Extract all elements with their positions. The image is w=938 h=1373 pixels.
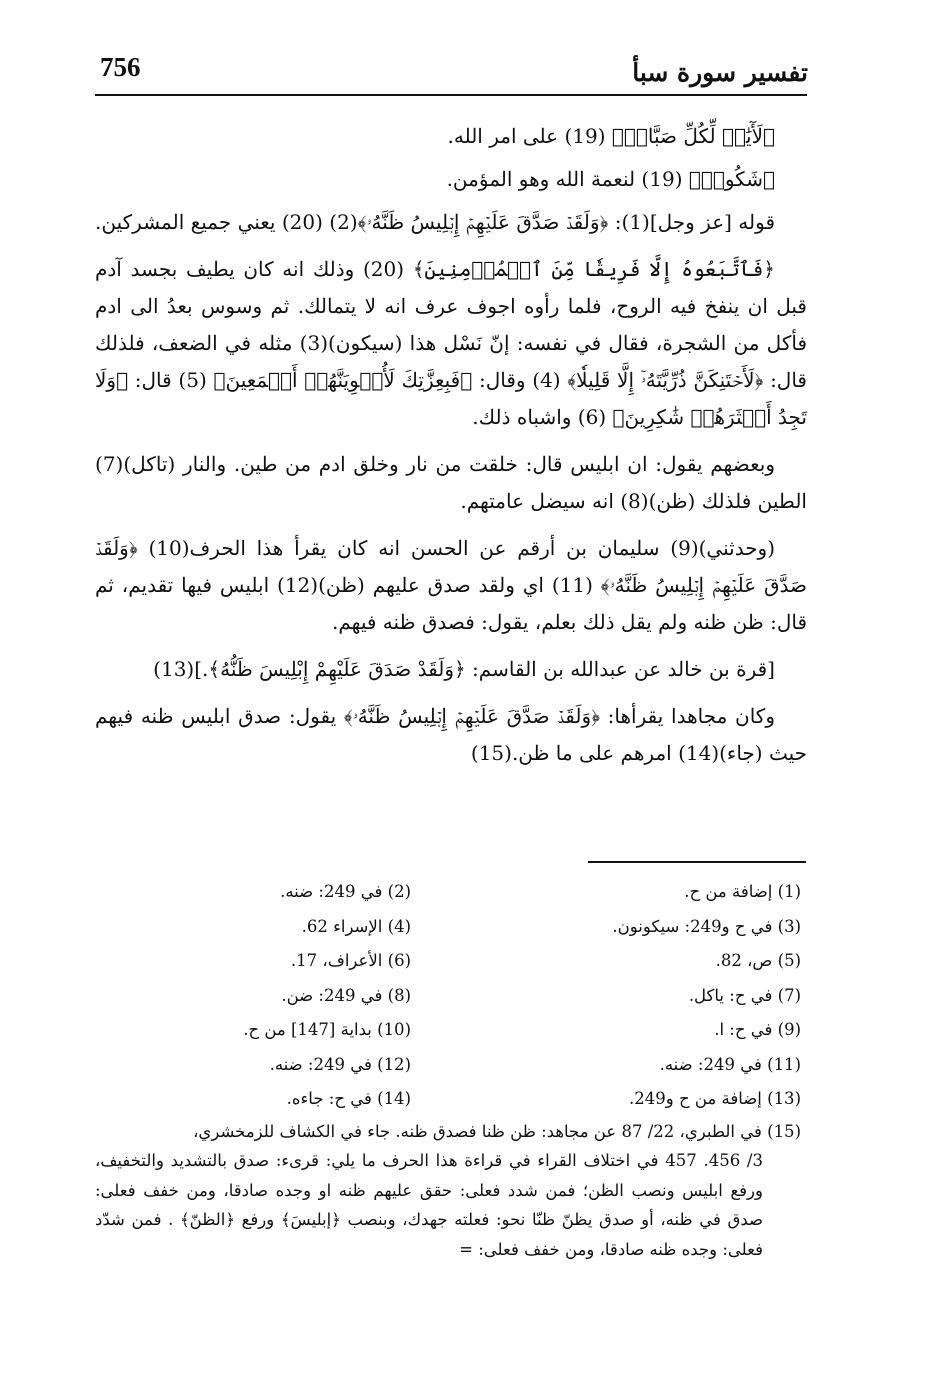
footnote-10: (10) بداية [147] من ح.: [243, 1020, 411, 1039]
footnote-6: (6) الأعراف، 17.: [290, 951, 411, 970]
main-text: [95, 118, 807, 782]
footnotes: [95, 875, 807, 1264]
footnote-4: (4) الإسراء 62.: [301, 916, 411, 936]
footnote-14: (14) في ح: جاءه.: [286, 1089, 411, 1108]
footnote-13: (13) إضافة من ح و249.: [629, 1089, 801, 1108]
footnote-3: (3) في ح و249: سيكونون.: [612, 916, 801, 936]
running-title: تفسير سورة سبأ: [632, 58, 808, 87]
paragraph-8: وكان مجاهدا يقرأها: ﴿وَلَقَدۡ صَدَّقَ عَلَيۡهِمۡ إِبۡلِيسُ ظَنَّهُۥ﴾ يقول: صدق ابليس ظنه فيهم حيث (جاء)(14) امرهم على ما ظن.(15): [95, 704, 807, 765]
footnote-7: (7) في ح: ياكل.: [688, 985, 801, 1005]
paragraph-2: ﴿شَكُورٖ﴾ (19) لنعمة الله وهو المؤمن.: [446, 167, 775, 191]
paragraph-4: ﴿فَٱتَّبَعُوهُ إِلَّا فَرِيقٗا مِّنَ ٱلۡمُؤۡمِنِينَ﴾ (20) وذلك انه كان يطيف بجسد آدم قبل ان ينفخ فيه الروح، فلما رأوه اجوف عرف انه لا يتمالك. ثم وسوس بعدُ الى ادم فأكل من الشجرة، فقال في نفسه: إنّ نَسْل هذا (سيكون)(3) مثله في الضعف، فلذلك قال: ﴿لَأَحۡتَنِكَنَّ ذُرِّيَّتَهُۥٓ إِلَّا قَلِيلٗا﴾ (4) وقال: ﴿فَبِعِزَّتِكَ لَأُغۡوِيَنَّهُمۡ أَجۡمَعِينَ﴾ (5) قال: ﴿وَلَا تَجِدُ أَكۡثَرَهُمۡ شَٰكِرِينَ﴾ (6) واشباه ذلك.: [95, 257, 807, 429]
page-number: 756: [100, 52, 141, 82]
footnote-1: (1) إضافة من ح.: [684, 882, 801, 901]
footnote-5: (5) ص، 82.: [715, 951, 801, 970]
footnote-11: (11) في 249: ضنه.: [659, 1054, 801, 1074]
footnote-15-first-line: (15) في الطبري، 22/ 87 عن مجاهد: ظن ظنا فصدق ظنه. جاء في الكشاف للزمخشري،: [193, 1121, 801, 1141]
footnote-rule: [588, 861, 806, 863]
paragraph-5: وبعضهم يقول: ان ابليس قال: خلقت من نار وخلق ادم من طين. والنار (تاكل)(7) الطين فلذلك (ظن)(8) انه سيضل عامتهم.: [95, 452, 807, 513]
paragraph-7: [قرة بن خالد عن عبدالله بن القاسم: ﴿وَلَقَدْ صَدَقَ عَلَيْهِمْ إِبْلِيسَ ظَنُّهُ﴾.](13): [153, 657, 775, 681]
footnote-2: (2) في 249: ضنه.: [280, 882, 411, 901]
paragraph-3: قوله [عز وجل](1): ﴿وَلَقَدۡ صَدَّقَ عَلَيۡهِمۡ إِبۡلِيسُ ظَنَّهُۥ﴾(2) (20) يعني جميع المشركين.: [95, 210, 775, 234]
header-rule: [95, 94, 807, 96]
footnote-15-continuation: 3/ 456. 457 في اختلاف القراء في قراءة هذا الحرف ما يلي: قرىء: صدق بالتشديد والتخفيف، ورفع ابليس ونصب الظن؛ فمن شدد فعلى: حقق عليهم ظنه او وجده صادقا، ومن خفف فعلى: صدق في ظنه، أو صدق يظنّ ظنّا نحو: فعلته جهدك، وبنصب ﴿إبليسَ﴾ ورفع ﴿الظنّ﴾ . فمن شدّد فعلى: وجده ظنه صادقا، ومن خفف فعلى: =: [95, 1151, 763, 1259]
footnote-8: (8) في 249: ضن.: [281, 985, 411, 1005]
footnote-12: (12) في 249: ضنه.: [269, 1054, 411, 1074]
paragraph-6: (وحدثني)(9) سليمان بن أرقم عن الحسن انه كان يقرأ هذا الحرف(10) ﴿وَلَقَدۡ صَدَّقَ عَلَيۡهِمۡ إِبۡلِيسُ ظَنَّهُۥ﴾ (11) اي ولقد صدق عليهم (ظن)(12) ابليس فيها تقديم، ثم قال: ظن ظنه ولم يقل ذلك بعلم، يقول: فصدق ظنه فيهم.: [95, 536, 807, 634]
paragraph-1: ﴿لَأٓيَٰتٖ لِّكُلِّ صَبَّارٖ﴾ (19) على امر الله.: [447, 124, 775, 148]
footnote-grid: [95, 875, 807, 1117]
footnote-15: [95, 1117, 807, 1265]
footnote-9: (9) في ح: ا.: [714, 1020, 801, 1039]
